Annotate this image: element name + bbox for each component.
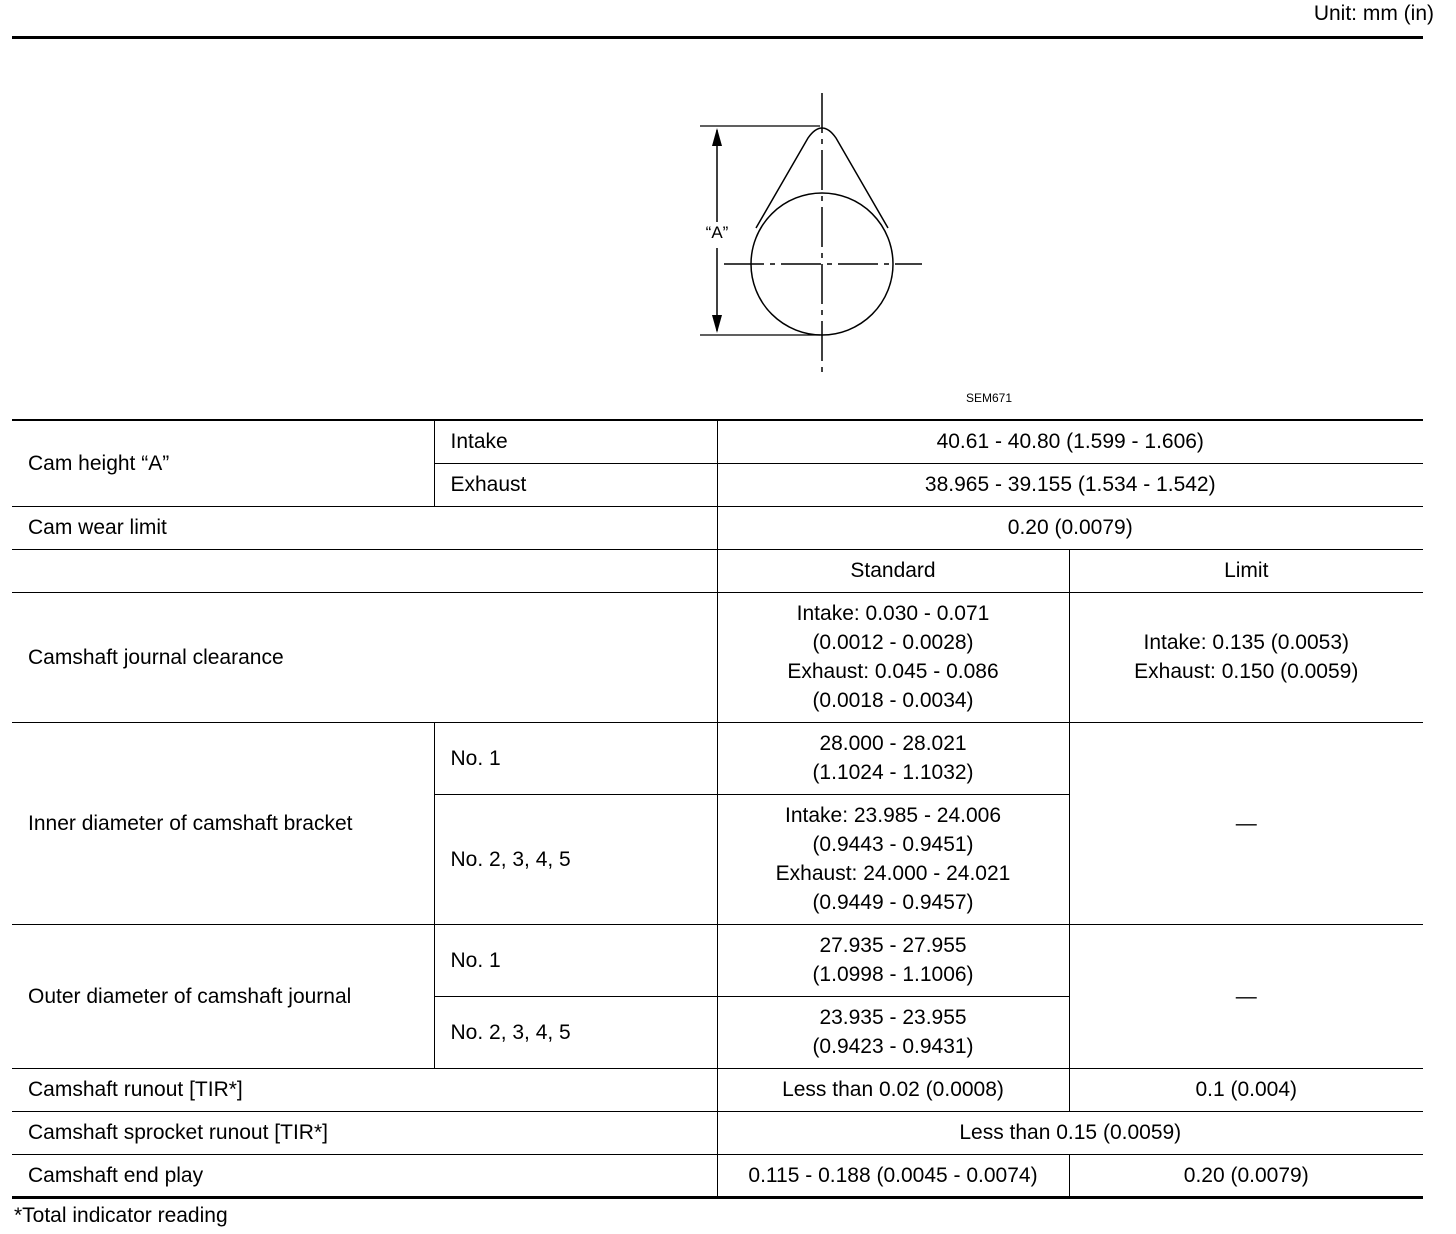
dimension-a-label: “A”	[705, 223, 729, 242]
journal-no2-label: No. 2, 3, 4, 5	[434, 996, 717, 1068]
figure-code: SEM671	[966, 391, 1013, 405]
cam-height-exhaust-value: 38.965 - 39.155 (1.534 - 1.542)	[717, 463, 1423, 506]
bracket-no2-standard: Intake: 23.985 - 24.006 (0.9443 - 0.9451) Exhaust: 24.000 - 24.021 (0.9449 - 0.9457)	[717, 794, 1069, 924]
journal-clearance-label: Camshaft journal clearance	[12, 592, 717, 722]
journal-no2-standard: 23.935 - 23.955 (0.9423 - 0.9431)	[717, 996, 1069, 1068]
cam-height-intake-label: Intake	[434, 420, 717, 463]
end-play-standard: 0.115 - 0.188 (0.0045 - 0.0074)	[717, 1154, 1069, 1197]
end-play-label: Camshaft end play	[12, 1154, 717, 1197]
unit-label: Unit: mm (in)	[1313, 2, 1434, 25]
runout-standard: Less than 0.02 (0.0008)	[717, 1068, 1069, 1111]
bracket-no1-label: No. 1	[434, 722, 717, 794]
table-row	[12, 592, 1423, 722]
cam-lobe-diagram	[690, 88, 930, 378]
journal-diameter-label: Outer diameter of camshaft journal	[12, 924, 434, 1068]
sprocket-runout-label: Camshaft sprocket runout [TIR*]	[12, 1111, 717, 1154]
cam-height-intake-value: 40.61 - 40.80 (1.599 - 1.606)	[717, 420, 1423, 463]
table-row	[12, 420, 1423, 463]
header-blank	[12, 549, 717, 592]
sprocket-runout-value: Less than 0.15 (0.0059)	[717, 1111, 1423, 1154]
end-play-limit: 0.20 (0.0079)	[1069, 1154, 1423, 1197]
cam-height-exhaust-label: Exhaust	[434, 463, 717, 506]
table-row	[12, 506, 1423, 549]
journal-clearance-limit: Intake: 0.135 (0.0053) Exhaust: 0.150 (0.0059)	[1069, 592, 1423, 722]
bracket-limit: —	[1069, 722, 1423, 924]
cam-wear-label: Cam wear limit	[12, 506, 717, 549]
cam-height-label: Cam height “A”	[12, 420, 434, 506]
bracket-no1-standard: 28.000 - 28.021 (1.1024 - 1.1032)	[717, 722, 1069, 794]
header-limit: Limit	[1069, 549, 1423, 592]
table-row	[12, 549, 1423, 592]
table-row	[12, 1068, 1423, 1111]
footnote: *Total indicator reading	[14, 1204, 228, 1227]
table-row	[12, 924, 1423, 996]
top-rule	[12, 36, 1423, 39]
journal-no1-standard: 27.935 - 27.955 (1.0998 - 1.1006)	[717, 924, 1069, 996]
bracket-no2-label: No. 2, 3, 4, 5	[434, 794, 717, 924]
cam-wear-value: 0.20 (0.0079)	[717, 506, 1423, 549]
table-row	[12, 1154, 1423, 1197]
camshaft-spec-table	[12, 419, 1423, 1199]
table-row	[12, 1111, 1423, 1154]
journal-limit: —	[1069, 924, 1423, 1068]
table-row	[12, 722, 1423, 794]
bracket-diameter-label: Inner diameter of camshaft bracket	[12, 722, 434, 924]
runout-label: Camshaft runout [TIR*]	[12, 1068, 717, 1111]
runout-limit: 0.1 (0.004)	[1069, 1068, 1423, 1111]
journal-clearance-standard: Intake: 0.030 - 0.071 (0.0012 - 0.0028) Exhaust: 0.045 - 0.086 (0.0018 - 0.0034)	[717, 592, 1069, 722]
journal-no1-label: No. 1	[434, 924, 717, 996]
header-standard: Standard	[717, 549, 1069, 592]
